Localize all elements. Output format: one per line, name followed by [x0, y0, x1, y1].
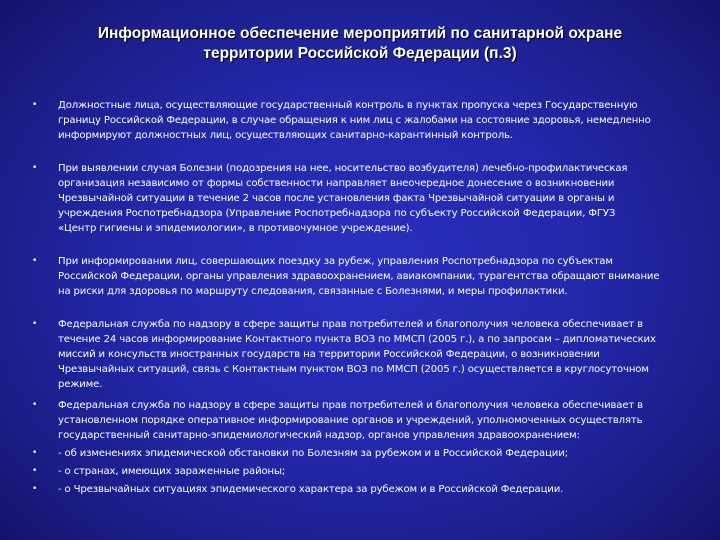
- list-item: [32, 446, 700, 461]
- list-item: [32, 254, 700, 299]
- list-item-line: течение 24 часов информирование Контактного пункта ВОЗ по ММСП (2005 г.), а по запросам – дипломатических: [58, 334, 656, 345]
- bullet-icon: •: [32, 256, 38, 266]
- list-item-line: «Центр гигиены и эпидемиологии», в противочумное учреждение).: [58, 223, 413, 234]
- list-item-line: режиме.: [58, 379, 103, 390]
- list-item: [32, 317, 700, 392]
- bullet-icon: •: [32, 319, 38, 329]
- list-item-line: Должностные лица, осуществляющие государственный контроль в пунктах пропуска через Государственную: [58, 100, 638, 111]
- bullet-icon: •: [32, 466, 38, 476]
- list-item-line: на риски для здоровья по маршруту следования, связанные с Болезнями, и меры профилактики.: [58, 286, 568, 297]
- list-item-line: - о странах, имеющих зараженные районы;: [58, 466, 286, 477]
- list-item-line: миссий и консульств иностранных государств на территории Российской Федерации, о возникновении: [58, 349, 600, 360]
- list-item-line: При выявлении случая Болезни (подозрения на нее, носительство возбудителя) лечебно-профилактическая: [58, 163, 628, 174]
- list-item-line: - о Чрезвычайных ситуациях эпидемического характера за рубежом и в Российской Федерации.: [58, 484, 564, 495]
- list-item: [32, 98, 700, 143]
- list-item-line: границу Российской Федерации, в случае обращения к ним лиц с жалобами на состояние здоровья, немедленно: [58, 115, 651, 126]
- list-item-line: организация независимо от формы собственности направляет внеочередное донесение о возникновении: [58, 178, 615, 189]
- slide-title-line-1: Информационное обеспечение мероприятий по санитарной охране: [97, 25, 623, 42]
- list-item: [32, 464, 700, 479]
- list-item-line: установленном порядке оперативное информирование органов и учреждений, уполномоченных осуществлять: [58, 415, 643, 426]
- list-item-line: Чрезвычайной ситуации в течение 2 часов после установления факта Чрезвычайной ситуации в органы и: [58, 193, 615, 204]
- bullet-list: [32, 98, 700, 497]
- list-item-line: информируют должностных лиц, осуществляющих санитарно-карантинный контроль.: [58, 130, 513, 141]
- list-item-line: Федеральная служба по надзору в сфере защиты прав потребителей и благополучия человека обеспечивает в: [58, 400, 643, 411]
- slide-title: [40, 24, 680, 64]
- bullet-icon: •: [32, 100, 38, 110]
- bullet-icon: •: [32, 484, 38, 494]
- bullet-icon: •: [32, 400, 38, 410]
- list-item-line: Российской Федерации, органы управления здравоохранением, авиакомпании, турагентства обращают внимание: [58, 271, 660, 282]
- list-item: [32, 161, 700, 236]
- slide-title-line-2: территории Российской Федерации (п.3): [203, 45, 517, 62]
- list-item-line: - об изменениях эпидемической обстановки по Болезням за рубежом и в Российской Федерации;: [58, 448, 568, 459]
- bullet-icon: •: [32, 163, 38, 173]
- list-item-line: государственный санитарно-эпидемиологический надзор, органов управления здравоохранением:: [58, 430, 580, 441]
- bullet-icon: •: [32, 448, 38, 458]
- list-item: [32, 482, 700, 497]
- list-item-line: Чрезвычайных ситуаций, связь с Контактным пунктом ВОЗ по ММСП (2005 г.) осуществляется в круглосуточном: [58, 364, 649, 375]
- list-item: [32, 398, 700, 443]
- list-item-line: При информировании лиц, совершающих поездку за рубеж, управления Роспотребнадзора по субъектам: [58, 256, 613, 267]
- list-item-line: учреждения Роспотребнадзора (Управление Роспотребнадзора по субъекту Российской Федерации, ФГУЗ: [58, 208, 616, 219]
- list-item-line: Федеральная служба по надзору в сфере защиты прав потребителей и благополучия человека обеспечивает в: [58, 319, 643, 330]
